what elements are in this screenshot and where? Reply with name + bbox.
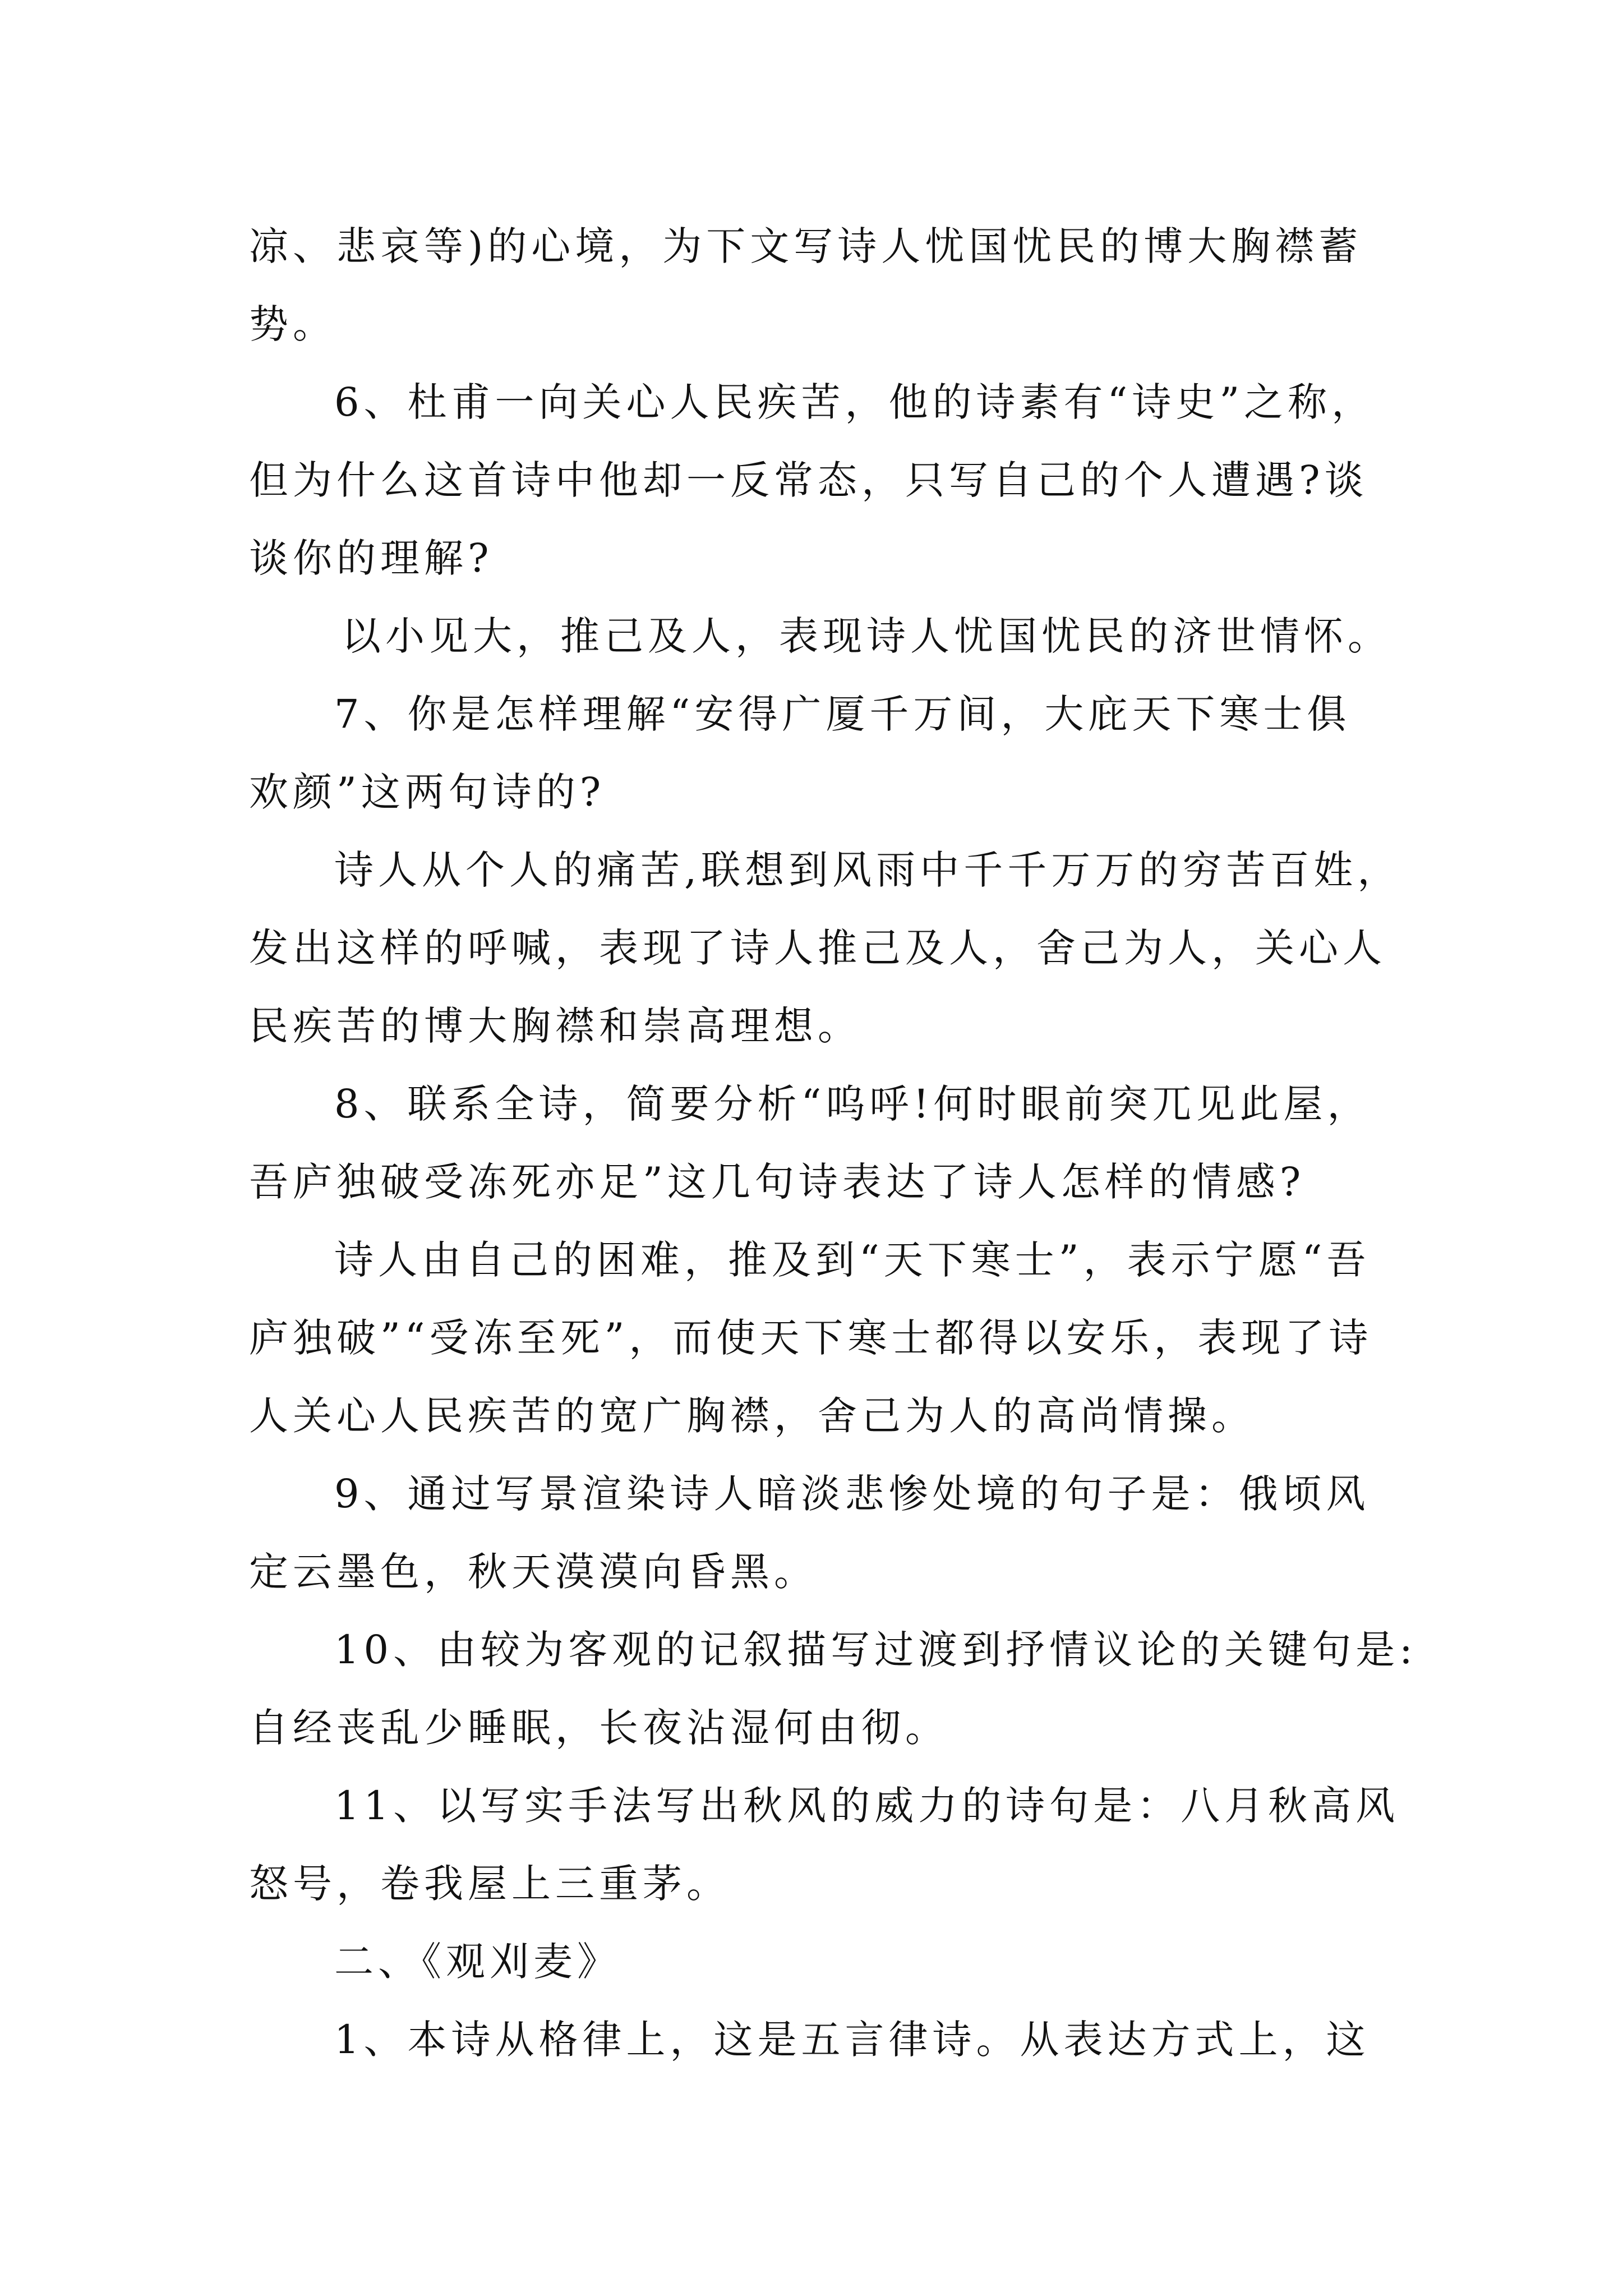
section-heading: 二、《观刈麦》 — [334, 1939, 621, 1985]
answer-7-line: 诗人从个人的痛苦,联想到风雨中千千万万的穷苦百姓， — [334, 847, 1401, 893]
text-line: 发出这样的呼喊，表现了诗人推己及人，舍己为人，关心人 — [249, 925, 1386, 971]
answer-8-line: 诗人由自己的困难，推及到“天下寒士”，表示宁愿“吾 — [334, 1237, 1371, 1283]
text-line: 自经丧乱少睡眠，长夜沾湿何由彻。 — [249, 1705, 949, 1751]
text-line: 吾庐独破受冻死亦足”这几句诗表达了诗人怎样的情感? — [249, 1159, 1306, 1205]
question-11-line: 11、以写实手法写出秋风的威力的诗句是：八月秋高风 — [334, 1783, 1400, 1829]
document-body — [249, 208, 1417, 2079]
text-line: 定云墨色，秋天漠漠向昏黑。 — [249, 1549, 818, 1595]
question-9-line: 9、通过写景渲染诗人暗淡悲惨处境的句子是：俄顷风 — [334, 1471, 1370, 1517]
question-6-line: 6、杜甫一向关心人民疾苦，他的诗素有“诗史”之称， — [334, 379, 1376, 425]
question-10-line: 10、由较为客观的记叙描写过渡到抒情议论的关键句是: — [334, 1627, 1417, 1673]
question-8-line: 8、联系全诗，简要分析“呜呼!何时眼前突兀见此屋， — [334, 1081, 1371, 1127]
text-line: 人关心人民疾苦的宽广胸襟，舍己为人的高尚情操。 — [249, 1393, 1255, 1439]
text-line: 欢颜”这两句诗的? — [249, 769, 606, 815]
answer-6-line: 以小见大，推己及人，表现诗人忧国忧民的济世情怀。 — [342, 613, 1391, 659]
text-line: 凉、悲哀等)的心境，为下文写诗人忧国忧民的博大胸襟蓄 — [249, 223, 1363, 269]
question-7-line: 7、你是怎样理解“安得广厦千万间，大庇天下寒士俱 — [334, 691, 1351, 737]
text-line: 庐独破”“受冻至死”，而使天下寒士都得以安乐，表现了诗 — [249, 1315, 1373, 1361]
text-line: 民疾苦的博大胸襟和崇高理想。 — [249, 1003, 861, 1049]
section-question-1-line: 1、本诗从格律上，这是五言律诗。从表达方式上，这 — [334, 2017, 1370, 2063]
text-line: 谈你的理解? — [249, 535, 494, 581]
text-line: 但为什么这首诗中他却一反常态，只写自己的个人遭遇?谈 — [249, 457, 1368, 503]
text-line: 势。 — [249, 301, 336, 347]
text-line: 怒号，卷我屋上三重茅。 — [249, 1861, 730, 1907]
